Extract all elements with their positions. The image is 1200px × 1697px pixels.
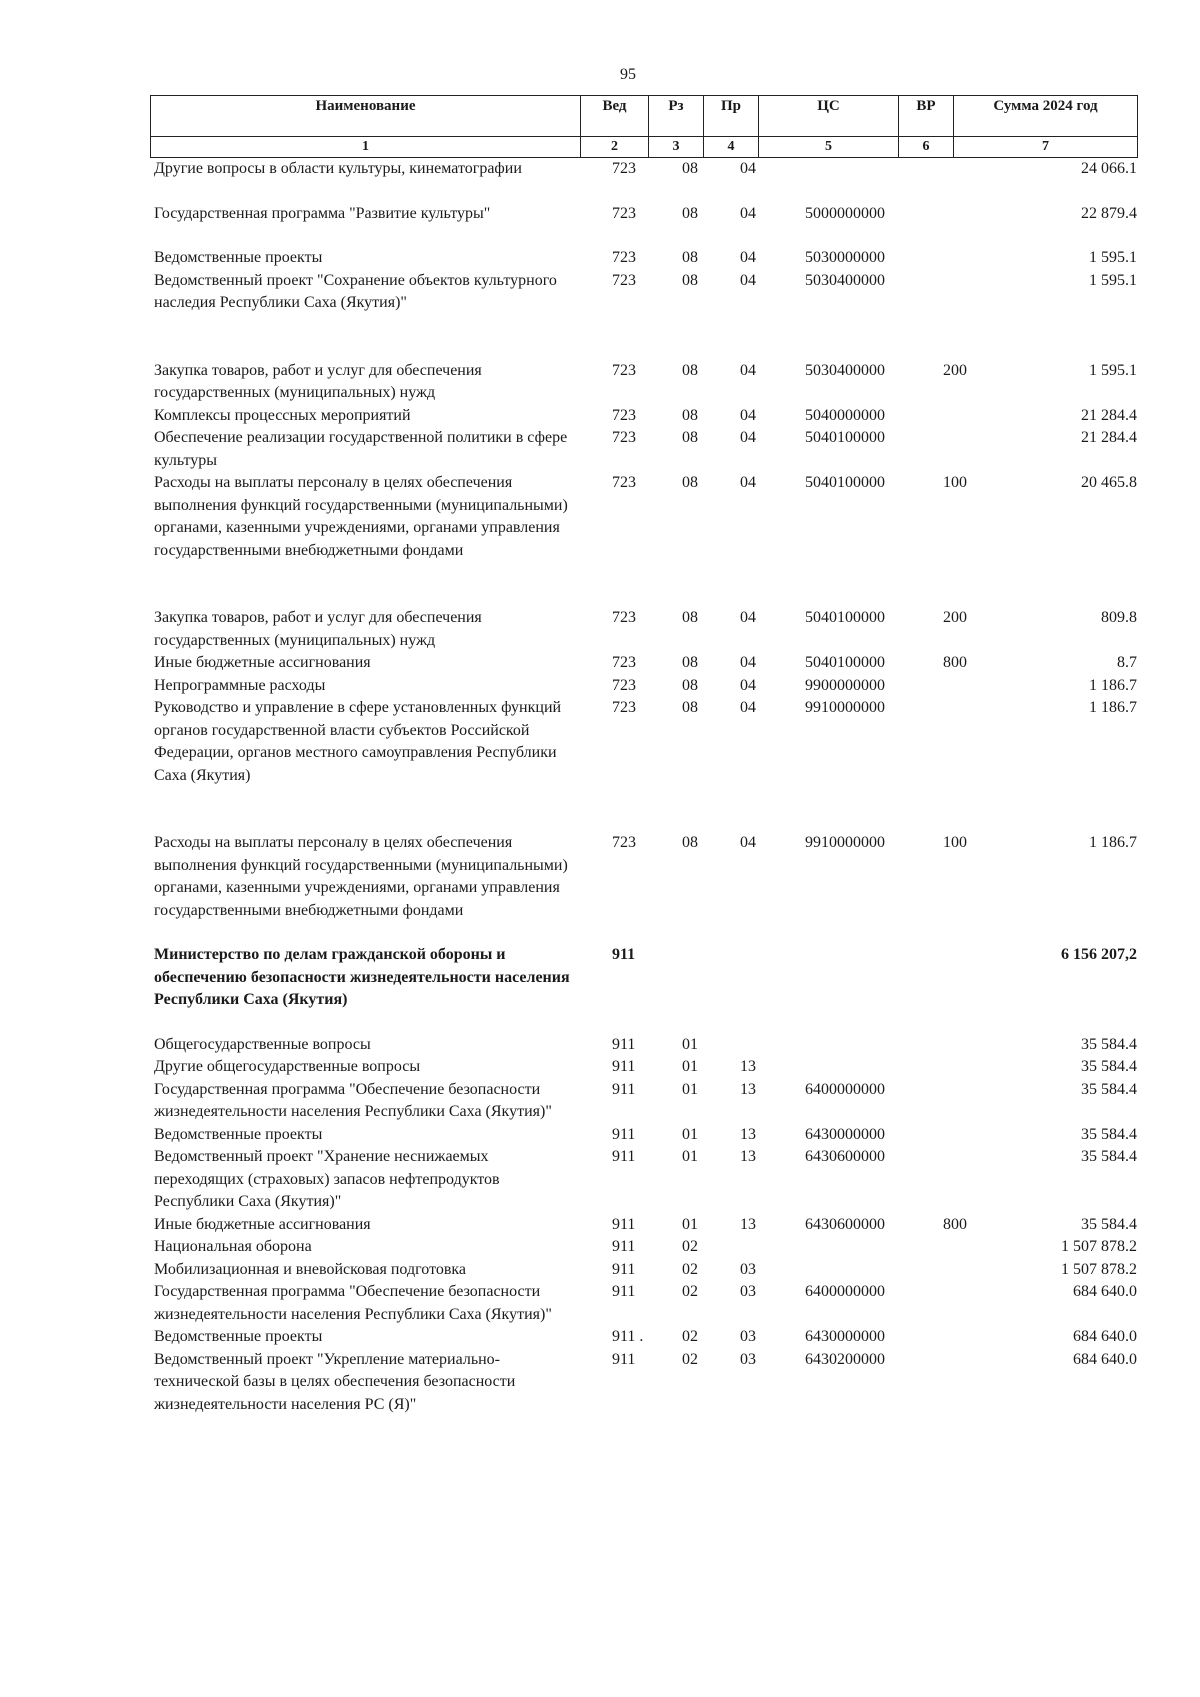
cell-rz: 02 — [682, 1283, 698, 1300]
cell-cs: 6430200000 — [805, 1350, 885, 1368]
cell-ved: 723 — [612, 609, 636, 626]
header-num-5: 5 — [759, 137, 899, 158]
cell-name: Другие вопросы в области культуры, кинематографии — [154, 160, 522, 177]
cell-name: Закупка товаров, работ и услуг для обеспечения государственных (муниципальных) нужд — [154, 361, 482, 401]
cell-pr: 04 — [740, 676, 756, 694]
header-name: Наименование — [151, 96, 581, 137]
cell-cs: 5000000000 — [805, 204, 885, 222]
cell-sum: 21 284.4 — [1081, 429, 1137, 446]
cell-sum: 809.8 — [1101, 609, 1137, 626]
cell-ved: 911 — [612, 1238, 636, 1255]
cell-sum: 21 284.4 — [1081, 406, 1137, 424]
cell-name: Иные бюджетные ассигнования — [154, 654, 371, 671]
cell-ved: 723 — [612, 249, 636, 266]
cell-rz: 08 — [682, 699, 698, 716]
header-num-2: 2 — [581, 137, 649, 158]
table-row — [150, 1326, 1137, 1349]
cell-cs: 6430000000 — [805, 1328, 885, 1345]
cell-name: Ведомственные проекты — [154, 1125, 323, 1143]
cell-ved: 723 — [612, 361, 636, 379]
cell-cs: 9910000000 — [805, 699, 885, 716]
cell-name: Государственная программа "Развитие культуры" — [154, 204, 491, 222]
table-row — [150, 832, 1137, 922]
cell-cs: 6430600000 — [805, 1215, 885, 1233]
cell-name: Другие общегосударственные вопросы — [154, 1058, 421, 1075]
cell-name: Расходы на выплаты персоналу в целях обеспечения выполнения функций государственными (муниципальными) органами, казенными учреждениями, органами управления государственными внебюджетными фондами — [154, 834, 568, 919]
cell-pr: 03 — [740, 1260, 756, 1278]
cell-sum: 1 595.1 — [1089, 249, 1137, 266]
header-cs: ЦС — [759, 96, 899, 137]
cell-ved: 723 — [612, 654, 636, 671]
header-ved: Вед — [581, 96, 649, 137]
cell-name: Ведомственные проекты — [154, 1328, 323, 1345]
table-row — [150, 1146, 1137, 1214]
cell-ved: 911 — [612, 1283, 636, 1300]
cell-ved: 723 — [612, 699, 636, 716]
cell-rz: 08 — [682, 609, 698, 626]
cell-sum: 6 156 207,2 — [1061, 946, 1137, 963]
cell-rz: 08 — [682, 361, 698, 379]
table-row — [150, 427, 1137, 472]
cell-sum: 20 465.8 — [1081, 474, 1137, 491]
cell-vr: 100 — [943, 834, 967, 851]
cell-rz: 08 — [682, 204, 698, 222]
table-row — [150, 1214, 1137, 1237]
cell-sum: 35 584.4 — [1081, 1058, 1137, 1075]
table-row — [150, 158, 1137, 181]
table-row — [150, 1259, 1137, 1282]
cell-rz: 08 — [682, 271, 698, 289]
table-row — [150, 1124, 1137, 1147]
cell-name: Обеспечение реализации государственной политики в сфере культуры — [154, 429, 568, 469]
cell-pr: 13 — [740, 1148, 756, 1165]
cell-name: Руководство и управление в сфере установленных функций органов государственной власти субъектов Российской Федерации, органов местного самоуправления Республики Саха (Якутия) — [154, 699, 562, 784]
cell-ved: 911 — [612, 1080, 636, 1098]
table-header — [150, 95, 1138, 158]
cell-cs: 5030400000 — [805, 271, 885, 289]
cell-rz: 01 — [682, 1148, 698, 1165]
cell-name: Ведомственный проект "Сохранение объектов культурного наследия Республики Саха (Якутия)" — [154, 271, 557, 311]
table-body — [150, 158, 1137, 1416]
cell-rz: 08 — [682, 474, 698, 491]
cell-sum: 35 584.4 — [1081, 1125, 1137, 1143]
cell-name: Комплексы процессных мероприятий — [154, 406, 411, 424]
cell-cs: 5030000000 — [805, 249, 885, 266]
cell-name: Ведомственный проект "Хранение неснижаемых переходящих (страховых) запасов нефтепродуктов Республики Саха (Якутия)" — [154, 1148, 500, 1210]
cell-name: Государственная программа "Обеспечение безопасности жизнедеятельности населения Республики Саха (Якутия)" — [154, 1080, 552, 1120]
cell-sum: 35 584.4 — [1081, 1215, 1137, 1233]
cell-ved: 911 . — [612, 1328, 644, 1345]
cell-pr: 03 — [740, 1350, 756, 1368]
cell-sum: 1 595.1 — [1089, 361, 1137, 379]
table-row — [150, 203, 1137, 226]
cell-cs: 5040100000 — [805, 474, 885, 491]
cell-pr: 04 — [740, 249, 756, 266]
cell-ved: 723 — [612, 406, 636, 424]
table-row — [150, 405, 1137, 428]
cell-ved: 723 — [612, 834, 636, 851]
cell-pr: 04 — [740, 429, 756, 446]
cell-rz: 01 — [682, 1080, 698, 1098]
cell-rz: 08 — [682, 249, 698, 266]
cell-ved: 911 — [612, 1035, 636, 1053]
cell-sum: 684 640.0 — [1073, 1350, 1137, 1368]
cell-pr: 13 — [740, 1080, 756, 1098]
cell-cs: 5040100000 — [805, 609, 885, 626]
cell-sum: 8.7 — [1117, 654, 1137, 671]
header-num-7: 7 — [954, 137, 1138, 158]
cell-ved: 911 — [612, 1260, 636, 1278]
cell-ved: 911 — [612, 946, 636, 963]
cell-vr: 800 — [943, 1215, 967, 1233]
cell-sum: 22 879.4 — [1081, 204, 1137, 222]
cell-vr: 200 — [943, 361, 967, 379]
cell-ved: 723 — [612, 676, 636, 694]
cell-sum: 1 186.7 — [1089, 676, 1137, 694]
cell-rz: 08 — [682, 834, 698, 851]
table-row — [150, 1056, 1137, 1079]
header-vr: ВР — [899, 96, 954, 137]
table-row — [150, 247, 1137, 270]
cell-ved: 911 — [612, 1215, 636, 1233]
header-num-6: 6 — [899, 137, 954, 158]
cell-sum: 684 640.0 — [1073, 1328, 1137, 1345]
cell-pr: 04 — [740, 609, 756, 626]
table-row — [150, 472, 1137, 562]
cell-name: Национальная оборона — [154, 1238, 312, 1255]
cell-cs: 9900000000 — [805, 676, 885, 694]
cell-cs: 5040000000 — [805, 406, 885, 424]
cell-ved: 911 — [612, 1058, 636, 1075]
cell-pr: 13 — [740, 1215, 756, 1233]
page-number: 95 — [620, 66, 636, 83]
cell-rz: 02 — [682, 1260, 698, 1278]
cell-rz: 08 — [682, 676, 698, 694]
cell-ved: 911 — [612, 1125, 636, 1143]
cell-rz: 08 — [682, 406, 698, 424]
cell-pr: 04 — [740, 474, 756, 491]
cell-name: Непрограммные расходы — [154, 676, 326, 694]
cell-rz: 08 — [682, 429, 698, 446]
cell-pr: 04 — [740, 834, 756, 851]
cell-ved: 723 — [612, 474, 636, 491]
header-num-1: 1 — [151, 137, 581, 158]
cell-cs: 6430000000 — [805, 1125, 885, 1143]
cell-rz: 08 — [682, 654, 698, 671]
cell-pr: 04 — [740, 654, 756, 671]
cell-rz: 02 — [682, 1238, 698, 1255]
cell-ved: 723 — [612, 160, 636, 177]
cell-sum: 1 186.7 — [1089, 834, 1137, 851]
cell-pr: 13 — [740, 1125, 756, 1143]
table-row — [150, 697, 1137, 787]
cell-pr: 03 — [740, 1328, 756, 1345]
cell-pr: 04 — [740, 406, 756, 424]
cell-sum: 35 584.4 — [1081, 1080, 1137, 1098]
cell-sum: 35 584.4 — [1081, 1035, 1137, 1053]
table-row — [150, 1034, 1137, 1057]
cell-sum: 1 595.1 — [1089, 271, 1137, 289]
cell-name: Расходы на выплаты персоналу в целях обеспечения выполнения функций государственными (муниципальными) органами, казенными учреждениями, органами управления государственными внебюджетными фондами — [154, 474, 568, 559]
table-row — [150, 1281, 1137, 1326]
cell-name: Закупка товаров, работ и услуг для обеспечения государственных (муниципальных) нужд — [154, 609, 482, 649]
cell-cs: 6430600000 — [805, 1148, 885, 1165]
header-num-3: 3 — [649, 137, 704, 158]
cell-cs: 5030400000 — [805, 361, 885, 379]
cell-pr: 04 — [740, 160, 756, 177]
cell-ved: 723 — [612, 429, 636, 446]
cell-cs: 6400000000 — [805, 1283, 885, 1300]
cell-name: Общегосударственные вопросы — [154, 1035, 371, 1053]
cell-ved: 723 — [612, 271, 636, 289]
cell-pr: 13 — [740, 1058, 756, 1075]
cell-pr: 04 — [740, 361, 756, 379]
cell-cs: 9910000000 — [805, 834, 885, 851]
table-row — [150, 270, 1137, 315]
cell-vr: 100 — [943, 474, 967, 491]
table-row — [150, 1236, 1137, 1259]
cell-ved: 911 — [612, 1350, 636, 1368]
cell-rz: 02 — [682, 1350, 698, 1368]
cell-sum: 24 066.1 — [1081, 160, 1137, 177]
cell-pr: 04 — [740, 699, 756, 716]
cell-rz: 01 — [682, 1125, 698, 1143]
cell-ved: 723 — [612, 204, 636, 222]
cell-pr: 04 — [740, 204, 756, 222]
table-row — [150, 652, 1137, 675]
table-row — [150, 1079, 1137, 1124]
table-row — [150, 675, 1137, 698]
cell-name: Государственная программа "Обеспечение безопасности жизнедеятельности населения Республики Саха (Якутия)" — [154, 1283, 552, 1323]
header-rz: Рз — [649, 96, 704, 137]
table-row — [150, 1349, 1137, 1417]
table-row — [150, 944, 1137, 1012]
table-row — [150, 360, 1137, 405]
cell-sum: 35 584.4 — [1081, 1148, 1137, 1165]
cell-rz: 01 — [682, 1058, 698, 1075]
cell-ved: 911 — [612, 1148, 636, 1165]
cell-rz: 02 — [682, 1328, 698, 1345]
cell-pr: 04 — [740, 271, 756, 289]
header-num-4: 4 — [704, 137, 759, 158]
cell-cs: 5040100000 — [805, 654, 885, 671]
header-pr: Пр — [704, 96, 759, 137]
cell-cs: 6400000000 — [805, 1080, 885, 1098]
cell-vr: 200 — [943, 609, 967, 626]
cell-rz: 01 — [682, 1215, 698, 1233]
cell-rz: 08 — [682, 160, 698, 177]
cell-vr: 800 — [943, 654, 967, 671]
header-sum: Сумма 2024 год — [954, 96, 1138, 137]
cell-pr: 03 — [740, 1283, 756, 1300]
cell-rz: 01 — [682, 1035, 698, 1053]
cell-sum: 1 186.7 — [1089, 699, 1137, 716]
cell-name: Ведомственные проекты — [154, 249, 323, 266]
cell-sum: 684 640.0 — [1073, 1283, 1137, 1300]
cell-cs: 5040100000 — [805, 429, 885, 446]
cell-name: Министерство по делам гражданской обороны и обеспечению безопасности жизнедеятельности населения Республики Саха (Якутия) — [154, 946, 570, 1008]
cell-name: Ведомственный проект "Укрепление материально-технической базы в целях обеспечения безопасности жизнедеятельности населения РС (Я)" — [154, 1350, 516, 1413]
cell-name: Мобилизационная и вневойсковая подготовка — [154, 1260, 467, 1278]
cell-sum: 1 507 878.2 — [1061, 1238, 1137, 1255]
table-row — [150, 607, 1137, 652]
cell-sum: 1 507 878.2 — [1061, 1260, 1137, 1278]
cell-name: Иные бюджетные ассигнования — [154, 1215, 371, 1233]
